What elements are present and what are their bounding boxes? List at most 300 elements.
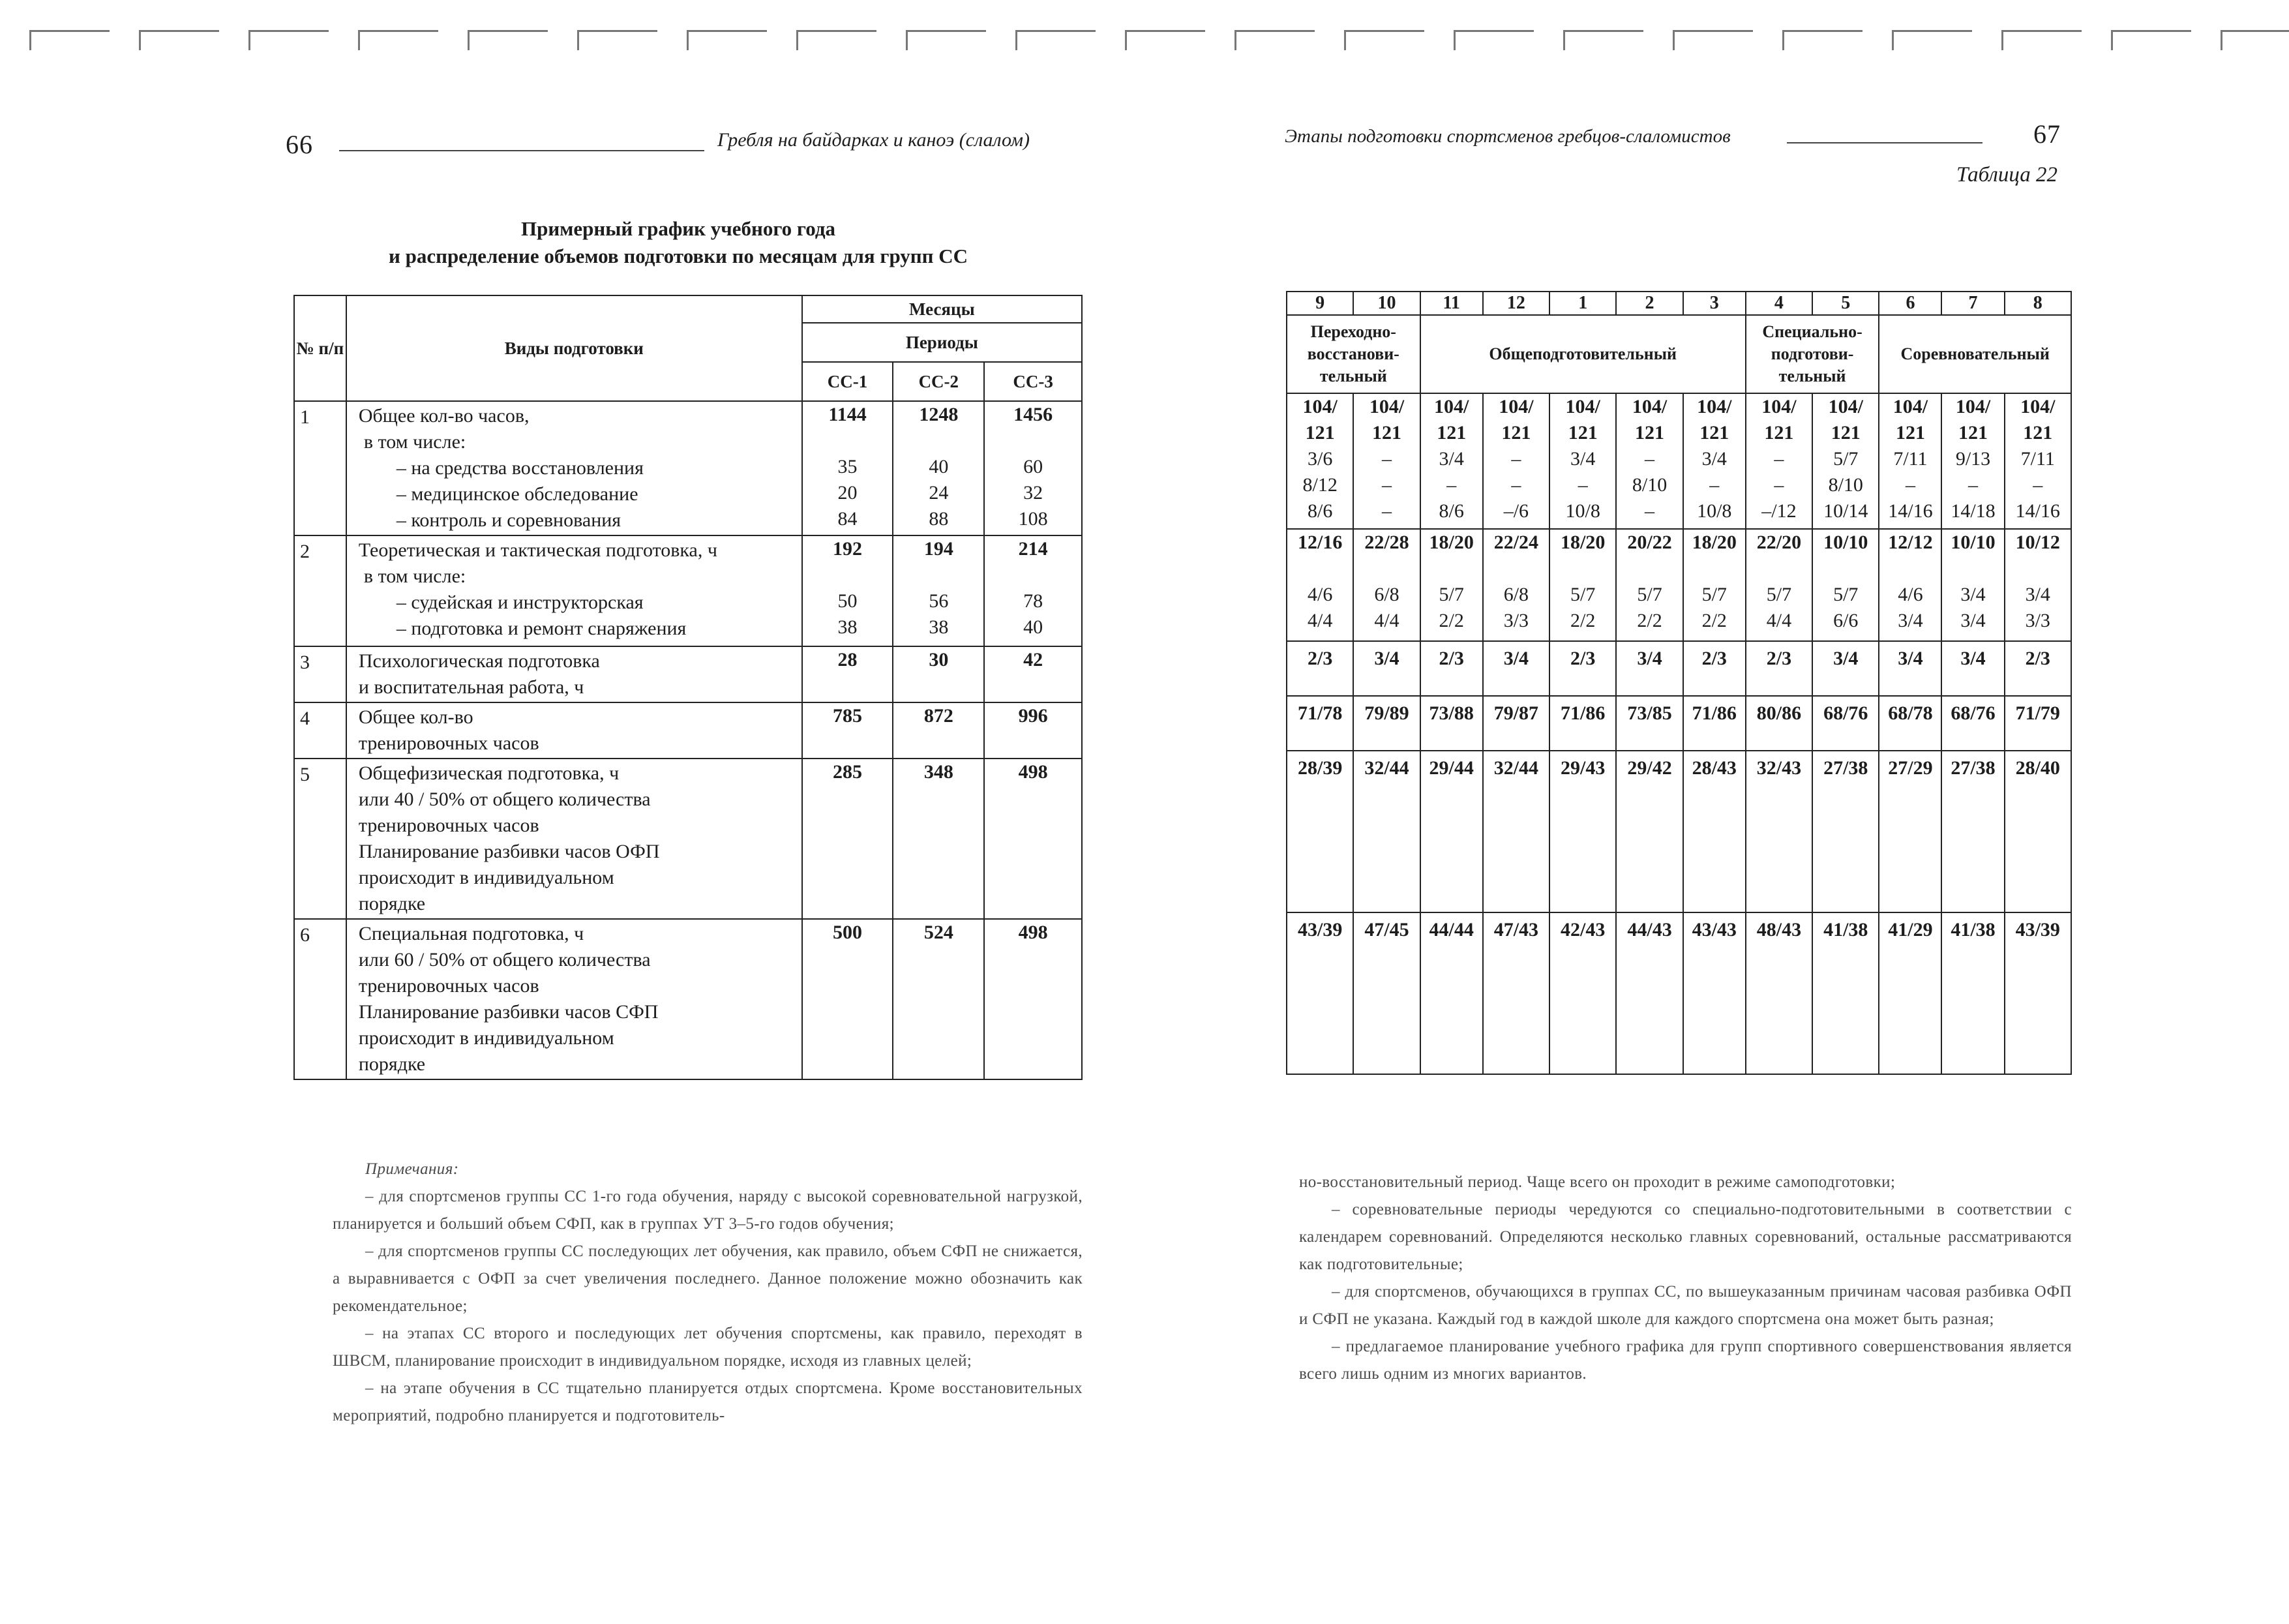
binding-mark bbox=[796, 30, 876, 50]
data-cell: 2/3 bbox=[1549, 641, 1616, 696]
cell-line: 104/ bbox=[1955, 396, 1991, 417]
cell-line: 3/3 bbox=[1503, 610, 1529, 631]
cell-line bbox=[1550, 556, 1615, 582]
data-cell: 28/43 bbox=[1683, 751, 1746, 912]
cell-line: 14/16 bbox=[2015, 500, 2060, 522]
cell-line: 104/ bbox=[1893, 396, 1928, 417]
row-number: 1 bbox=[294, 401, 346, 535]
data-cell: 43/39 bbox=[2005, 912, 2071, 1074]
row-value-СС-2 bbox=[893, 759, 984, 919]
period-label-line: Специально- bbox=[1762, 322, 1863, 341]
cell-line: 18/20 bbox=[1692, 532, 1737, 553]
header-group-2: СС-2 bbox=[893, 362, 984, 401]
data-cell: 3/4 bbox=[1616, 641, 1683, 696]
value-line: 524 bbox=[923, 922, 953, 943]
row-description-line: в том числе: bbox=[363, 431, 466, 453]
period-label-line: подготови- bbox=[1771, 344, 1854, 363]
row-description-line: происходит в индивидуальном bbox=[358, 1027, 614, 1049]
cell-line: – bbox=[1381, 500, 1392, 522]
period-label-line: восстанови- bbox=[1307, 344, 1399, 363]
value-line: 28 bbox=[837, 649, 858, 670]
data-cell: 68/76 bbox=[1941, 696, 2004, 751]
value-line: 20 bbox=[837, 482, 858, 504]
data-cell bbox=[1879, 529, 1941, 641]
row-value-СС-1 bbox=[802, 646, 893, 702]
cell-line: 4/6 bbox=[1898, 584, 1923, 605]
right-page-number: 67 bbox=[2033, 119, 2061, 149]
row-description-line: Планирование разбивки часов ОФП bbox=[358, 841, 660, 862]
data-cell: 43/43 bbox=[1683, 912, 1746, 1074]
row-description bbox=[346, 919, 802, 1079]
row-psychology bbox=[1287, 641, 2071, 696]
left-table-row bbox=[294, 702, 1082, 759]
data-cell: 47/45 bbox=[1353, 912, 1420, 1074]
data-cell: 44/43 bbox=[1616, 912, 1683, 1074]
row-description bbox=[346, 535, 802, 646]
data-cell: 3/4 bbox=[1353, 641, 1420, 696]
data-cell bbox=[1812, 393, 1879, 529]
month-cell: 6 bbox=[1879, 292, 1941, 315]
cell-line: 3/4 bbox=[1960, 610, 1986, 631]
value-line: 500 bbox=[833, 922, 863, 943]
cell-line: 5/7 bbox=[1439, 584, 1464, 605]
cell-line: 121 bbox=[1635, 422, 1665, 444]
data-cell bbox=[1483, 529, 1549, 641]
data-cell: 2/3 bbox=[1683, 641, 1746, 696]
row-description-line: – судейская и инструкторская bbox=[396, 592, 644, 613]
row-value-СС-3 bbox=[984, 646, 1082, 702]
row-description-line: Специальная подготовка, ч bbox=[358, 923, 584, 944]
cell-line: 104/ bbox=[1828, 396, 1863, 417]
note-paragraph: но-восстановительный период. Чаще всего он проходит в режиме самоподготовки; bbox=[1299, 1173, 1896, 1191]
row-description-line: Общее кол-во часов, bbox=[358, 405, 530, 427]
cell-line: 6/6 bbox=[1833, 610, 1859, 631]
value-line bbox=[985, 562, 1081, 588]
period-label-line: Соревновательный bbox=[1900, 344, 2050, 363]
cell-line: 10/14 bbox=[1823, 500, 1868, 522]
value-line: 24 bbox=[929, 482, 949, 504]
row-value-СС-1 bbox=[802, 759, 893, 919]
data-cell: 2/3 bbox=[1746, 641, 1812, 696]
value-line: 108 bbox=[1018, 508, 1048, 530]
data-cell: 27/38 bbox=[1941, 751, 2004, 912]
data-cell: 47/43 bbox=[1483, 912, 1549, 1074]
binding-mark bbox=[1015, 30, 1096, 50]
row-value-СС-1 bbox=[802, 401, 893, 535]
data-cell bbox=[1287, 393, 1353, 529]
cell-line: 3/4 bbox=[1898, 610, 1923, 631]
data-cell: 3/4 bbox=[1879, 641, 1941, 696]
data-cell bbox=[1746, 393, 1812, 529]
cell-line: 10/8 bbox=[1565, 500, 1600, 522]
month-cell: 4 bbox=[1746, 292, 1812, 315]
data-cell: 2/3 bbox=[1287, 641, 1353, 696]
data-cell: 44/44 bbox=[1420, 912, 1483, 1074]
data-cell bbox=[1353, 393, 1420, 529]
value-line: 192 bbox=[833, 538, 863, 560]
data-cell: 41/38 bbox=[1941, 912, 2004, 1074]
value-line: 285 bbox=[833, 761, 863, 783]
data-cell: 71/86 bbox=[1549, 696, 1616, 751]
cell-line: 8/12 bbox=[1302, 474, 1338, 496]
data-cell bbox=[1616, 393, 1683, 529]
value-line: 84 bbox=[837, 508, 858, 530]
table-title bbox=[287, 215, 1070, 270]
binding-mark bbox=[2001, 30, 2082, 50]
data-cell bbox=[1483, 393, 1549, 529]
data-cell bbox=[1420, 529, 1483, 641]
value-line: 1456 bbox=[1013, 404, 1053, 425]
value-line: 56 bbox=[929, 590, 949, 612]
cell-line: 10/10 bbox=[1951, 532, 1996, 553]
data-cell bbox=[1287, 529, 1353, 641]
cell-line: 121 bbox=[1568, 422, 1598, 444]
right-notes bbox=[1299, 1169, 2072, 1388]
cell-line: – bbox=[2033, 474, 2043, 496]
cell-line bbox=[1942, 556, 2003, 582]
cell-line: 104/ bbox=[1434, 396, 1469, 417]
cell-line: 8/10 bbox=[1632, 474, 1668, 496]
row-number: 6 bbox=[294, 919, 346, 1079]
binding-mark bbox=[2111, 30, 2191, 50]
month-cell: 11 bbox=[1420, 292, 1483, 315]
period-cell bbox=[1746, 315, 1879, 393]
value-line bbox=[803, 562, 893, 588]
cell-line: 9/13 bbox=[1955, 448, 1991, 470]
cell-line bbox=[1746, 556, 1812, 582]
data-cell: 71/78 bbox=[1287, 696, 1353, 751]
value-line: 214 bbox=[1018, 538, 1048, 560]
cell-line bbox=[2005, 556, 2071, 582]
row-description bbox=[346, 401, 802, 535]
row-value-СС-2 bbox=[893, 702, 984, 759]
cell-line: 6/8 bbox=[1503, 584, 1529, 605]
row-value-СС-3 bbox=[984, 919, 1082, 1079]
data-cell bbox=[1683, 393, 1746, 529]
binding-mark bbox=[1892, 30, 1972, 50]
data-cell: 29/44 bbox=[1420, 751, 1483, 912]
data-cell: 32/43 bbox=[1746, 751, 1812, 912]
period-header-row bbox=[1287, 315, 2071, 393]
data-cell: 41/29 bbox=[1879, 912, 1941, 1074]
value-line: 42 bbox=[1023, 649, 1043, 670]
row-description-line: в том числе: bbox=[363, 565, 466, 587]
data-cell: 29/42 bbox=[1616, 751, 1683, 912]
period-cell bbox=[1420, 315, 1746, 393]
binding-mark bbox=[2221, 30, 2289, 50]
table-label: Таблица 22 bbox=[1956, 163, 2057, 187]
cell-line: 22/28 bbox=[1364, 532, 1409, 553]
row-value-СС-2 bbox=[893, 535, 984, 646]
row-number: 3 bbox=[294, 646, 346, 702]
row-description-line: тренировочных часов bbox=[358, 815, 539, 836]
cell-line: 10/10 bbox=[1823, 532, 1868, 553]
data-cell bbox=[1549, 393, 1616, 529]
row-description bbox=[346, 702, 802, 759]
cell-line: 10/8 bbox=[1697, 500, 1732, 522]
cell-line: 7/11 bbox=[2020, 448, 2055, 470]
cell-line: 104/ bbox=[1565, 396, 1600, 417]
cell-line: – bbox=[1511, 474, 1521, 496]
period-cell bbox=[1879, 315, 2071, 393]
cell-line: – bbox=[1578, 474, 1588, 496]
data-cell: 27/29 bbox=[1879, 751, 1941, 912]
cell-line: 20/22 bbox=[1627, 532, 1672, 553]
cell-line: 3/4 bbox=[1701, 448, 1727, 470]
row-value-СС-2 bbox=[893, 646, 984, 702]
cell-line: 12/16 bbox=[1297, 532, 1343, 553]
cell-line bbox=[1354, 556, 1419, 582]
row-description-line: – медицинское обследование bbox=[396, 483, 638, 505]
month-cell: 10 bbox=[1353, 292, 1420, 315]
row-training-hours bbox=[1287, 696, 2071, 751]
row-description-line: Общее кол-во bbox=[358, 706, 473, 728]
value-line: 498 bbox=[1018, 761, 1048, 783]
cell-line: 8/6 bbox=[1307, 500, 1333, 522]
cell-line: 10/12 bbox=[2015, 532, 2060, 553]
value-line bbox=[893, 428, 983, 454]
left-table-row bbox=[294, 919, 1082, 1079]
note-paragraph: – для спортсменов группы СС последующих лет обучения, как правило, объем СФП не снижается, а выравнивается с ОФП за счет увеличения последнего. Данное положение можно обозначить как рекомендательное; bbox=[333, 1242, 1083, 1315]
cell-line: – bbox=[1446, 474, 1457, 496]
cell-line: 121 bbox=[1305, 422, 1335, 444]
data-cell bbox=[1683, 529, 1746, 641]
period-cell bbox=[1287, 315, 1420, 393]
header-types: Виды подготовки bbox=[346, 295, 802, 401]
binding-mark bbox=[1563, 30, 1643, 50]
data-cell: 79/89 bbox=[1353, 696, 1420, 751]
data-cell bbox=[1616, 529, 1683, 641]
data-cell: 73/85 bbox=[1616, 696, 1683, 751]
cell-line: 5/7 bbox=[1570, 584, 1596, 605]
value-line: 35 bbox=[837, 456, 858, 477]
cell-line: 121 bbox=[1371, 422, 1401, 444]
row-value-СС-3 bbox=[984, 401, 1082, 535]
data-cell: 42/43 bbox=[1549, 912, 1616, 1074]
cell-line: 6/8 bbox=[1374, 584, 1399, 605]
header-months: Месяцы bbox=[802, 295, 1082, 323]
data-cell bbox=[2005, 393, 2071, 529]
cell-line: 5/7 bbox=[1833, 448, 1859, 470]
data-cell bbox=[1941, 393, 2004, 529]
row-description bbox=[346, 646, 802, 702]
right-running-head: Этапы подготовки спортсменов гребцов-слаломистов bbox=[1285, 126, 1731, 147]
right-table bbox=[1286, 291, 2072, 1075]
value-line bbox=[803, 428, 893, 454]
binding-mark bbox=[1234, 30, 1315, 50]
cell-line bbox=[1879, 556, 1941, 582]
row-description-line: Планирование разбивки часов СФП bbox=[358, 1001, 659, 1023]
period-label-line: Общеподготовительный bbox=[1489, 344, 1677, 363]
row-value-СС-1 bbox=[802, 535, 893, 646]
value-line: 40 bbox=[929, 456, 949, 477]
period-label-line: Переходно- bbox=[1310, 322, 1396, 341]
cell-line: 104/ bbox=[1302, 396, 1338, 417]
value-line: 32 bbox=[1023, 482, 1043, 504]
binding-mark bbox=[1125, 30, 1205, 50]
value-line: 1248 bbox=[919, 404, 959, 425]
value-line: 785 bbox=[833, 705, 863, 727]
cell-line: 2/2 bbox=[1439, 610, 1464, 631]
cell-line: – bbox=[1381, 474, 1392, 496]
binding-mark bbox=[1344, 30, 1424, 50]
data-cell: 28/40 bbox=[2005, 751, 2071, 912]
cell-line bbox=[1287, 556, 1353, 582]
cell-line: – bbox=[1905, 474, 1915, 496]
left-table-row bbox=[294, 646, 1082, 702]
cell-line: – bbox=[1645, 448, 1655, 470]
row-value-СС-2 bbox=[893, 919, 984, 1079]
data-cell: 2/3 bbox=[1420, 641, 1483, 696]
data-cell: 80/86 bbox=[1746, 696, 1812, 751]
left-running-head: Гребля на байдарках и каноэ (слалом) bbox=[717, 129, 1030, 151]
cell-line: – bbox=[1381, 448, 1392, 470]
row-description bbox=[346, 759, 802, 919]
table-title-line1: Примерный график учебного года bbox=[521, 217, 835, 240]
cell-line bbox=[1421, 556, 1482, 582]
data-cell: 71/79 bbox=[2005, 696, 2071, 751]
cell-line: 5/7 bbox=[1766, 584, 1792, 605]
note-paragraph: – на этапе обучения в СС тщательно планируется отдых спортсмена. Кроме восстановительных мероприятий, подробно планируется и подготовитель- bbox=[333, 1379, 1083, 1424]
cell-line: 2/2 bbox=[1637, 610, 1662, 631]
left-page-number: 66 bbox=[286, 130, 313, 159]
row-description-line: Теоретическая и тактическая подготовка, ч bbox=[358, 539, 717, 561]
data-cell bbox=[1812, 529, 1879, 641]
data-cell: 68/76 bbox=[1812, 696, 1879, 751]
cell-line: 2/2 bbox=[1701, 610, 1727, 631]
cell-line: 22/20 bbox=[1756, 532, 1802, 553]
left-header-rule bbox=[339, 150, 704, 151]
data-cell bbox=[1549, 529, 1616, 641]
data-cell bbox=[1941, 529, 2004, 641]
row-value-СС-3 bbox=[984, 702, 1082, 759]
value-line: 88 bbox=[929, 508, 949, 530]
row-description-line: или 60 / 50% от общего количества bbox=[358, 949, 651, 970]
value-line: 996 bbox=[1018, 705, 1048, 727]
value-line: 60 bbox=[1023, 456, 1043, 477]
row-value-СС-1 bbox=[802, 919, 893, 1079]
cell-line: – bbox=[1774, 448, 1784, 470]
data-cell: 28/39 bbox=[1287, 751, 1353, 912]
cell-line: 3/3 bbox=[2025, 610, 2050, 631]
value-line bbox=[893, 562, 983, 588]
table-title-line2: и распределение объемов подготовки по месяцам для групп СС bbox=[388, 245, 968, 267]
row-description-line: тренировочных часов bbox=[358, 732, 539, 754]
row-description-line: или 40 / 50% от общего количества bbox=[358, 789, 651, 810]
cell-line: 18/20 bbox=[1561, 532, 1606, 553]
left-table bbox=[293, 295, 1083, 1080]
data-cell: 68/78 bbox=[1879, 696, 1941, 751]
value-line: 348 bbox=[923, 761, 953, 783]
cell-line: 4/6 bbox=[1307, 584, 1333, 605]
period-label-line: тельный bbox=[1778, 367, 1846, 385]
note-paragraph: – для спортсменов, обучающихся в группах СС, по вышеуказанным причинам часовая разбивка ОФП и СФП не указана. Каждый год в каждой школе для каждого спортсмена она может быть разная; bbox=[1299, 1283, 2072, 1328]
data-cell: 3/4 bbox=[1941, 641, 2004, 696]
data-cell: 41/38 bbox=[1812, 912, 1879, 1074]
row-description-line: Общефизическая подготовка, ч bbox=[358, 762, 620, 784]
right-header-rule bbox=[1787, 142, 1982, 143]
value-line bbox=[985, 428, 1081, 454]
row-value-СС-2 bbox=[893, 401, 984, 535]
cell-line: 121 bbox=[1699, 422, 1729, 444]
cell-line: 18/20 bbox=[1429, 532, 1474, 553]
binding-mark bbox=[687, 30, 767, 50]
row-description-line: – подготовка и ремонт снаряжения bbox=[396, 618, 687, 639]
row-description-line: – на средства восстановления bbox=[396, 457, 644, 479]
cell-line: 121 bbox=[1764, 422, 1794, 444]
row-description-line: тренировочных часов bbox=[358, 975, 539, 997]
data-cell bbox=[2005, 529, 2071, 641]
cell-line: 14/18 bbox=[1951, 500, 1996, 522]
left-table-row bbox=[294, 759, 1082, 919]
cell-line: 104/ bbox=[1697, 396, 1732, 417]
cell-line bbox=[1684, 556, 1745, 582]
data-cell: 2/3 bbox=[2005, 641, 2071, 696]
period-label-line: тельный bbox=[1319, 367, 1387, 385]
row-value-СС-1 bbox=[802, 702, 893, 759]
header-num: № п/п bbox=[294, 295, 346, 401]
data-cell: 79/87 bbox=[1483, 696, 1549, 751]
spiral-binding-marks bbox=[0, 0, 2289, 72]
cell-line: 121 bbox=[1501, 422, 1531, 444]
row-value-СС-3 bbox=[984, 759, 1082, 919]
cell-line: 8/6 bbox=[1439, 500, 1464, 522]
row-description-line: порядке bbox=[358, 893, 426, 914]
row-description-line: происходит в индивидуальном bbox=[358, 867, 614, 888]
cell-line: 104/ bbox=[1632, 396, 1668, 417]
month-cell: 5 bbox=[1812, 292, 1879, 315]
row-description-line: – контроль и соревнования bbox=[396, 509, 621, 531]
value-line: 78 bbox=[1023, 590, 1043, 612]
cell-line: 104/ bbox=[1369, 396, 1405, 417]
note-paragraph: – соревновательные периоды чередуются со специально-подготовительными в соответствии с календарем соревнований. Определяются несколько главных соревнований, остальные рассматриваются как подготовительные; bbox=[1299, 1201, 2072, 1273]
cell-line: – bbox=[1968, 474, 1979, 496]
cell-line: – bbox=[1774, 474, 1784, 496]
binding-mark bbox=[577, 30, 657, 50]
note-paragraph: – предлагаемое планирование учебного графика для групп спортивного совершенствования является всего лишь одним из многих вариантов. bbox=[1299, 1338, 2072, 1383]
value-line: 38 bbox=[837, 616, 858, 638]
value-line: 498 bbox=[1018, 922, 1048, 943]
data-cell: 43/39 bbox=[1287, 912, 1353, 1074]
binding-mark bbox=[1454, 30, 1534, 50]
cell-line: 22/24 bbox=[1493, 532, 1539, 553]
cell-line: 3/4 bbox=[1960, 584, 1986, 605]
left-table-row bbox=[294, 535, 1082, 646]
cell-line: 104/ bbox=[1761, 396, 1797, 417]
header-group-3: СС-3 bbox=[984, 362, 1082, 401]
value-line: 1144 bbox=[828, 404, 867, 425]
data-cell bbox=[1746, 529, 1812, 641]
data-cell: 32/44 bbox=[1353, 751, 1420, 912]
value-line: 194 bbox=[923, 538, 953, 560]
data-cell bbox=[1879, 393, 1941, 529]
cell-line: 4/4 bbox=[1307, 610, 1333, 631]
row-value-СС-3 bbox=[984, 535, 1082, 646]
cell-line: – bbox=[1511, 448, 1521, 470]
month-cell: 9 bbox=[1287, 292, 1353, 315]
cell-line: 121 bbox=[1958, 422, 1988, 444]
data-cell bbox=[1353, 529, 1420, 641]
month-header-row bbox=[1287, 292, 2071, 315]
data-cell: 27/38 bbox=[1812, 751, 1879, 912]
cell-line: – bbox=[1709, 474, 1720, 496]
cell-line: 12/12 bbox=[1888, 532, 1933, 553]
binding-mark bbox=[906, 30, 986, 50]
row-number: 5 bbox=[294, 759, 346, 919]
value-line: 50 bbox=[837, 590, 858, 612]
data-cell: 48/43 bbox=[1746, 912, 1812, 1074]
month-cell: 8 bbox=[2005, 292, 2071, 315]
